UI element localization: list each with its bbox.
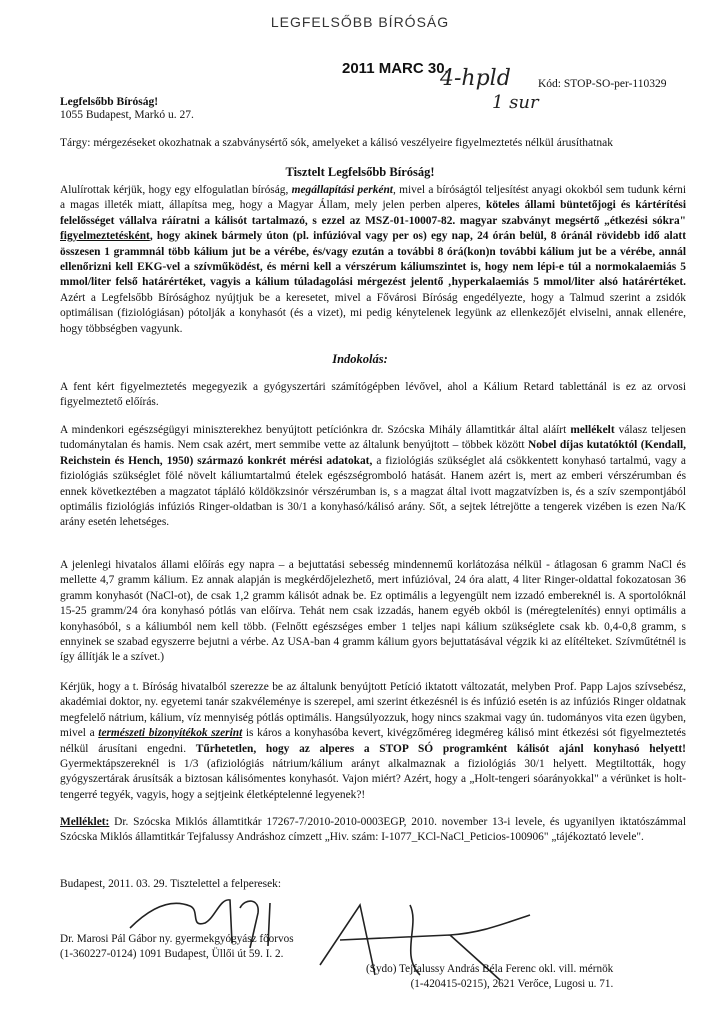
text-run: is káros a konyhasóba kevert, kivégzőméreg idegméreg kálisó mint étkezési sót figyelmeztetés nélkül árusítani engedni. (60, 727, 686, 755)
attachment-text: Dr. Szócska Miklós államtitkár 17267-7/2010-2010-0003EGP, 2010. november 13-i levele, és ugyanilyen iktatószámmal Szócska Miklós államtitkár Tejfalussy Andráshoz címzett „Hiv. szám: I-1077_KCl-NaCl_Peticios-100906" „tájékoztató levele". (60, 816, 686, 844)
text-run: Kérjük, hogy a t. Bíróság hivatalból szerezze be az általunk benyújtott Petíció iktatott változatát, melyben Prof. Papp Lajos szívsebész, akadémiai doktor, ny. egyetemi tanár szakvéleménye is szerepel, ami szerint étkezésnél is és infúzió esetén is az infúziós Ringer oldatnak megfelelő nátrium, kálium, víz mennyiség pótlás optimális. Hangsúlyozzuk, hogy nincs szakmai vagy ún. tudományos vita ezen ügyben, mivel a (60, 681, 686, 740)
handwritten-note-2: 1 sur (492, 92, 539, 113)
signatory-1 (60, 932, 294, 962)
attachment-note (60, 815, 686, 846)
underlined-text: figyelmeztetésként (60, 230, 150, 243)
request-paragraph (60, 183, 686, 337)
reasoning-heading: Indokolás: (332, 352, 388, 366)
bold-text: mellékelt (570, 424, 615, 436)
reasoning-paragraph-4 (60, 680, 686, 803)
document-code: Kód: STOP-SO-per-110329 (538, 78, 667, 90)
reasoning-paragraph-1: A fent kért figyelmeztetés megegyezik a gyógyszertári számítógépben lévővel, ahol a Kálium Retard tablettánál is ez az orvosi figyelmeztető előírás. (60, 381, 686, 409)
handwritten-note: 4-hpld (440, 66, 511, 91)
bold-text: , hogy akinek bármely úton (pl. infúzióval vagy per os) egy nap, 24 órán belül, 8 óránál rövidebb idő alatt összesen 1 grammnál több kálium jut be a vérébe, és/vagy ezután a további 8 órá(kon)n további kálium jut be a vérébe, annál ellenőrizni kell EKG-vel a szívműködést, és mérni kell a vérszérum káliumszintet is, hogy nem lépi-e túl a normokalaemiás 5 mmol/liter felső határértéket, vagyis a kálium túladagolási mérgezést jelentő ‚hyperkalaemiás 5 mmol/liter alsó határértéket. (60, 230, 686, 289)
recipient-name: Legfelsőbb Bíróság! (60, 96, 159, 108)
signatory-2-address: (1-420415-0215), 2621 Verőce, Lugosi u. 71. (410, 978, 614, 990)
subject-line: Tárgy: mérgezéseket okozhatnak a szabványsértő sók, amelyeket a kálisó veszélyeire figyelmeztetés nélkül árusíthatnak (60, 137, 613, 149)
signatory-1-name: Dr. Marosi Pál Gábor ny. gyermekgyógyász főorvos (60, 933, 294, 945)
salutation: Tisztelt Legfelsőbb Bíróság! (285, 165, 435, 179)
recipient-address: 1055 Budapest, Markó u. 27. (60, 109, 194, 121)
text-run: Gyermektápszereknél is 1/3 (afiziológiás nátrium/kálium arányt alkalmaznak a fiziológiás 30/1 helyett. Megtiltották, hogy gyógyszertárak árusítsák a biztosan kálisómentes konyhasót. Vajon miért? Azért, hogy a „Holt-tengeri sóarányokkal" a vérünket is holt-tengerré tegyék, vagyis, hogy a sejtjeink életképtelenné legyenek?! (60, 758, 686, 801)
bold-text: Tűrhetetlen, hogy az alperes a STOP SÓ programként kálisót ajánl konyhasó helyett! (195, 742, 686, 755)
text-run: a fiziológiás szükséglet alá csökkentett konyhasó tartalmú, vagy a fiziológiás szükséglet fölé növelt káliumtartalmú ételek egészségromboló hatását. Hanem azért is, mert az emberi vérszérumban és ennek következtében a magzatot tápláló köldökzsinór vérszérumban is, s a magzat által ivott magzatvízben is, és a szív szempontjából optimális fiziológiás infúziós Ringer-oldatban is 30/1 a konyhasó/kálisó arány. Sőt, a sejtek létrejötte a tengerek vizében is ezen Na/K arány esetén lehetséges. (60, 454, 686, 529)
closing-line: Budapest, 2011. 03. 29. Tisztelettel a felperesek: (60, 878, 282, 890)
emphasis-text: megállapítási perként (291, 184, 393, 196)
court-stamp: LEGFELSŐBB BÍRÓSÁG (270, 14, 450, 30)
bold-text: Nobel díjas kutatóktól (Kendall, Reichstein és Hench, 1950) származó konkrét mérési adatokat, (60, 439, 687, 467)
text-run: válasz teljesen tudománytalan és hamis. Nem csak azért, mert semmibe vette az általunk benyújtott – többek között (60, 424, 686, 452)
text-run: , mivel a bíróságtól teljesítést anyagi okokból sem tudunk kérni a magas illeték miatt, állapítsa meg, hogy a Magyar Állam, mely jelen perben alperes, (60, 184, 686, 212)
text-run: Alulírottak kérjük, hogy egy elfogulatlan bíróság, (60, 184, 292, 196)
signatory-2-name: (Sydo) Tejfalussy András Béla Ferenc okl. vill. mérnök (366, 963, 614, 975)
emphasis-text: természeti bizonyítékok szerint (98, 727, 243, 740)
signatory-2 (366, 962, 613, 992)
bold-text: köteles állami büntetőjogi és kártérítési felelősséget vállalva ráíratni a kálisót tartalmazó, s ezzel az MSZ-01-10007-82. magyar szabványt megsértő „étkezési sókra" (60, 199, 687, 227)
text-run: A mindenkori egészségügyi miniszterekhez benyújtott petíciónkra dr. Szócska Mihály államtitkár által aláírt (60, 424, 571, 436)
reasoning-paragraph-2 (60, 423, 686, 531)
reasoning-paragraph-3: A jelenlegi hivatalos állami előírás egy napra – a bejuttatási sebesség mindennemű korlátozása nélkül - átlagosan 6 gramm NaCl és mellette 4,7 gramm kálium. Ez annak alapján is megkérdőjelezhető, mert infúzióval, 24 óra alatt, 4 liter Ringer-oldattal fokozatosan 36 gramm konyhasót (NaCl-ot), de csak 1,2 gramm kálisót adnak be. Ez optimális a legyengült nem izzadó embereknél is. A sportolóknál 15-25 gramm/24 óra konyhasó pótlás van előírva. Tehát nem csak izzadás, hanem egyéb okból is (méregtelenítés) ennyi optimális a konyhasóból, s a káliumból nem kell több. (Felnőtt egészséges ember 1 teljes napi kálium szükséglete csak kb. 0,4-0,8 gramm, s ennyinek se szabad egyszerre bejutni a vérbe. Az USA-ban 4 gramm kálium gyors bejuttatásával végzik ki az elítélteket. Szívműtétnél is így állítják le a szívet.) (60, 559, 686, 664)
signatory-1-address: (1-360227-0124) 1091 Budapest, Üllői út 59. I. 2. (60, 948, 284, 960)
attachment-label: Melléklet: (60, 816, 110, 828)
text-run: Azért a Legfelsőbb Bírósághoz nyújtjuk be a keresetet, mivel a Fővárosi Bíróság engedélyezte, hogy a Talmud szerint a zsidók optimálisan (fiziológiásan) pótolják a konyhasót (és a vizet), mi pedig kénytelenek legyünk az ellenkezőjét elviselni, annak ellenére, hogy többségben vagyunk. (60, 291, 686, 335)
received-date-stamp: 2011 MARC 30. (342, 60, 449, 77)
recipient-block (60, 96, 194, 122)
